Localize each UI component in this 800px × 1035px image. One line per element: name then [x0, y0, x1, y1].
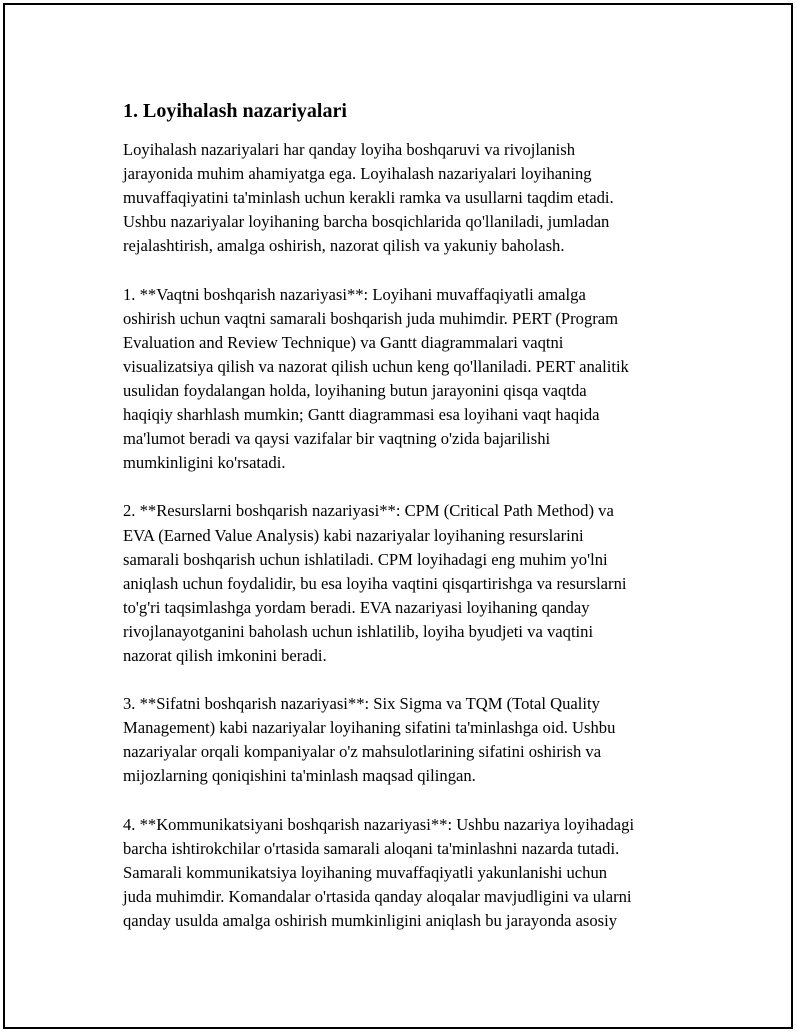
text-line: 1. **Vaqtni boshqarish nazariyasi**: Loyihani muvaffaqiyatli amalga [123, 284, 586, 304]
text-line: haqiqiy sharhlash mumkin; Gantt diagrammasi esa loyihani vaqt haqida [123, 405, 600, 425]
text-line: 3. **Sifatni boshqarish nazariyasi**: Six Sigma va TQM (Total Quality [123, 694, 600, 714]
text-line: EVA (Earned Value Analysis) kabi nazariyalar loyihaning resurslarini [123, 525, 584, 545]
text-line: rivojlanayotganini baholash uchun ishlatilib, loyiha byudjeti va vaqtini [123, 621, 594, 641]
section-heading: 1. Loyihalash nazariyalari [123, 100, 347, 122]
text-line: juda muhimdir. Komandalar o'rtasida qanday aloqalar mavjudligini va ularni [123, 886, 632, 906]
text-line: 4. **Kommunikatsiyani boshqarish nazariyasi**: Ushbu nazariya loyihadagi [123, 814, 635, 834]
text-line: qanday usulda amalga oshirish mumkinligini aniqlash bu jarayonda asosiy [123, 911, 618, 930]
text-line: nazorat qilish imkonini beradi. [123, 645, 327, 665]
text-line: Loyihalash nazariyalari har qanday loyiha boshqaruvi va rivojlanish [123, 140, 576, 159]
quality-management-paragraph [123, 692, 703, 788]
text-line: nazariyalar orqali kompaniyalar o'z mahsulotlarining sifatini oshirish va [123, 742, 602, 762]
text-line: Evaluation and Review Technique) va Gantt diagrammalari vaqtni [123, 332, 564, 352]
text-line: Samarali kommunikatsiya loyihaning muvaffaqiyatli yakunlanishi uchun [123, 862, 608, 882]
text-line: jarayonida muhim ahamiyatga ega. Loyihalash nazariyalari loyihaning [123, 164, 592, 184]
text-line: barcha ishtirokchilar o'rtasida samarali aloqani ta'minlashni nazarda tutadi. [123, 838, 620, 858]
text-line: visualizatsiya qilish va nazorat qilish uchun keng qo'llaniladi. PERT analitik [123, 356, 629, 376]
text-line: Ushbu nazariyalar loyihaning barcha bosqichlarida qo'llaniladi, jumladan [123, 212, 610, 232]
resource-management-paragraph [123, 499, 703, 668]
document-body [123, 97, 703, 957]
text-line: to'g'ri taqsimlashga yordam beradi. EVA nazariyasi loyihaning qanday [123, 597, 590, 617]
time-management-paragraph [123, 283, 703, 476]
text-line: rejalashtirish, amalga oshirish, nazorat qilish va yakuniy baholash. [123, 236, 565, 256]
text-line: usulidan foydalangan holda, loyihaning butun jarayonini qisqa vaqtda [123, 380, 587, 400]
text-line: aniqlash uchun foydalidir, bu esa loyiha vaqtini qisqartirishga va resurslarni [123, 573, 627, 593]
text-line: mumkinligini ko'rsatadi. [123, 453, 286, 473]
text-line: muvaffaqiyatini ta'minlash uchun kerakli ramka va usullarni taqdim etadi. [123, 188, 614, 208]
text-line: mijozlarning qoniqishini ta'minlash maqsad qilingan. [123, 766, 476, 786]
intro-paragraph [123, 138, 703, 258]
text-line: ma'lumot beradi va qaysi vazifalar bir vaqtning o'zida bajarilishi [123, 429, 551, 449]
text-line: 2. **Resurslarni boshqarish nazariyasi**: CPM (Critical Path Method) va [123, 501, 614, 521]
page-frame [3, 3, 793, 1029]
communication-management-paragraph [123, 813, 703, 933]
text-line: Management) kabi nazariyalar loyihaning sifatini ta'minlashga oid. Ushbu [123, 718, 616, 738]
text-line: samarali boshqarish uchun ishlatiladi. CPM loyihadagi eng muhim yo'lni [123, 549, 608, 569]
text-line: oshirish uchun vaqtni samarali boshqarish juda muhimdir. PERT (Program [123, 308, 619, 328]
